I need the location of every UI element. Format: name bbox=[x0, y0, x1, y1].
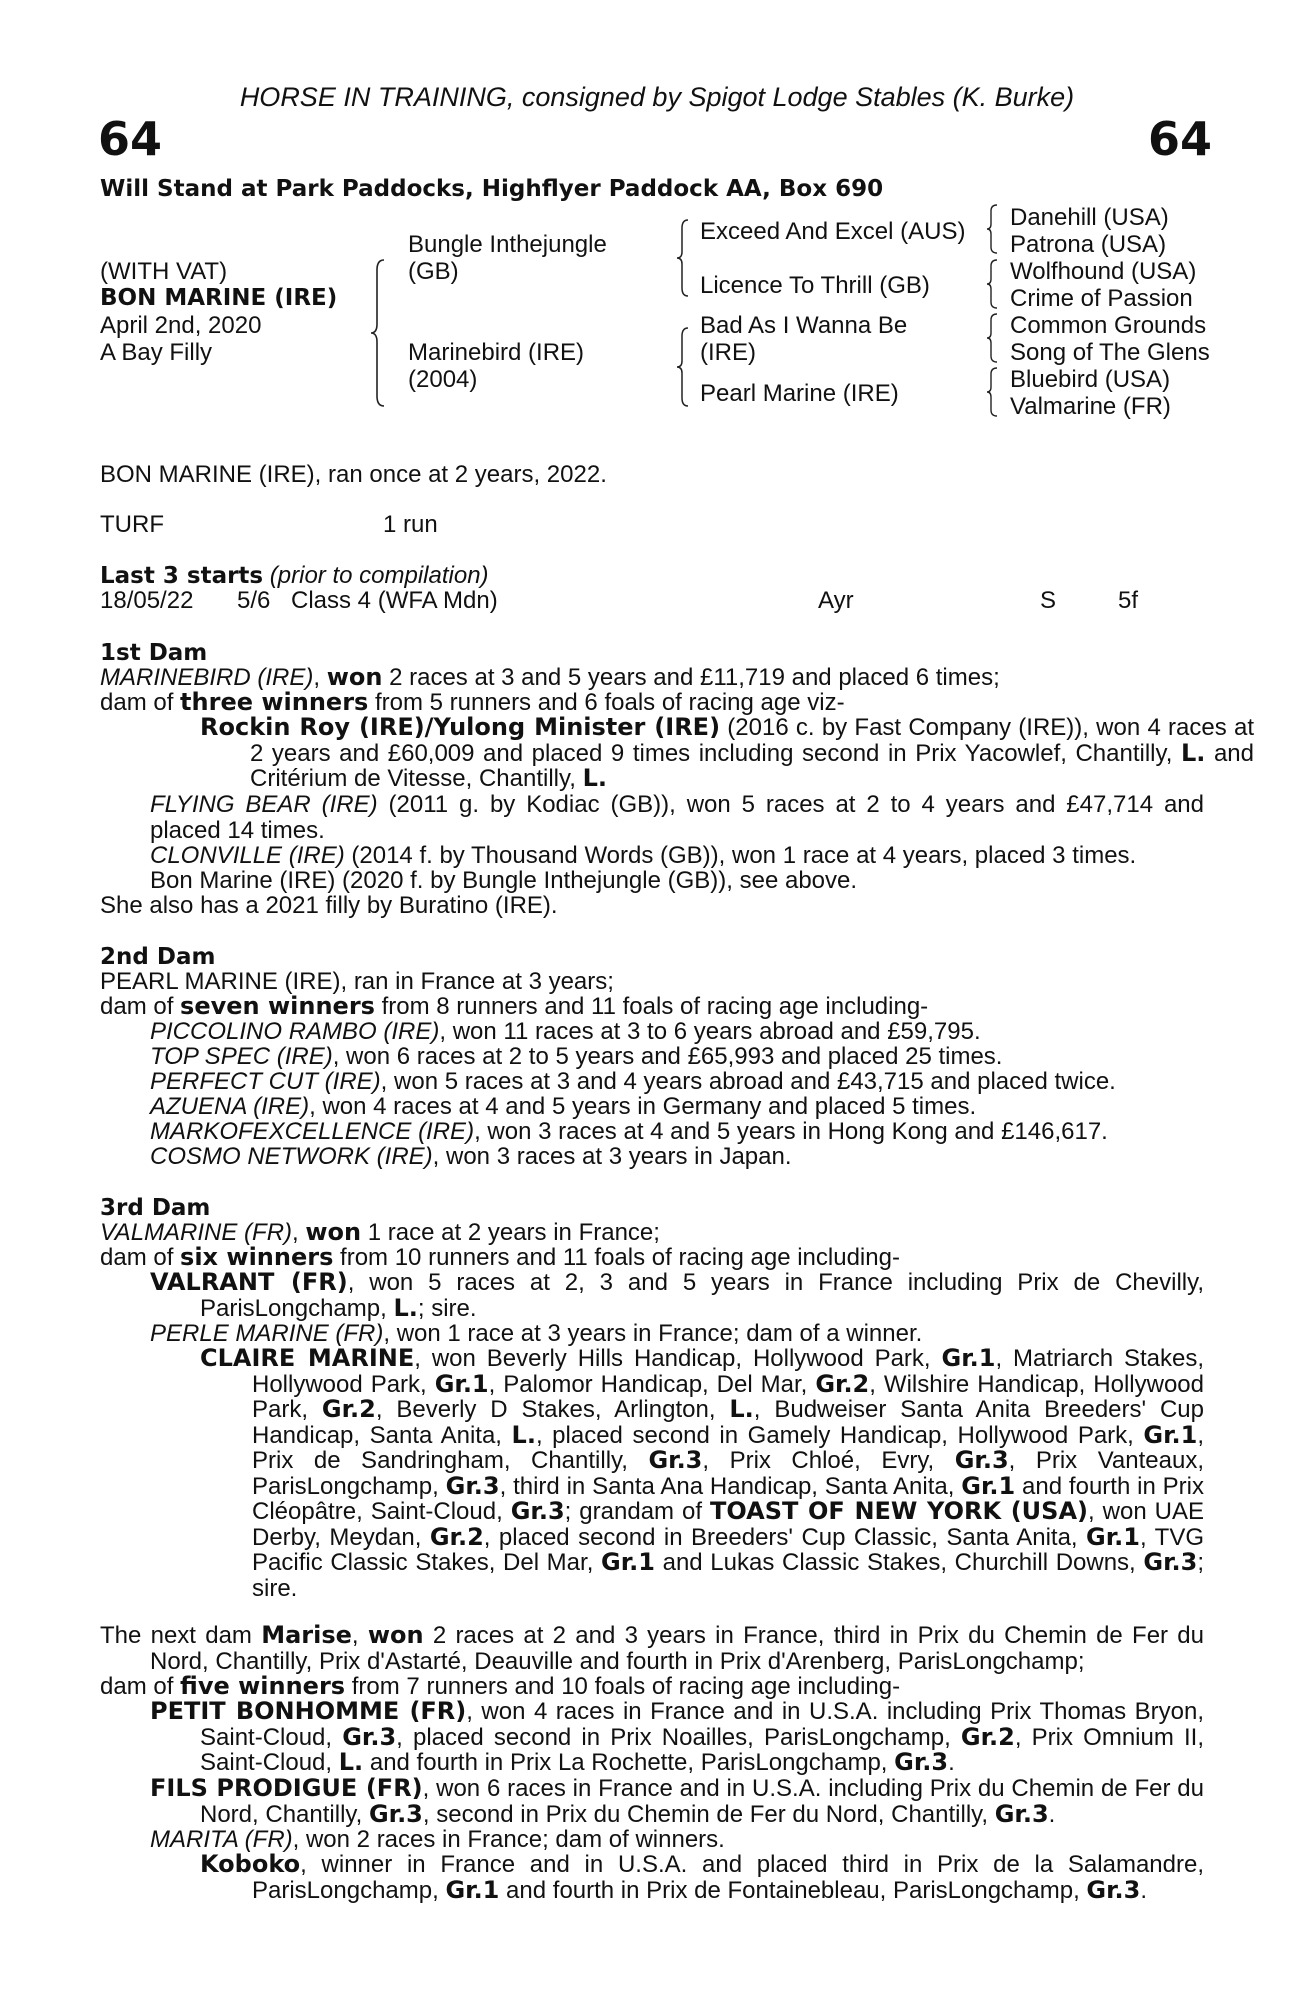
t: from 7 runners and 10 foals of racing age including- bbox=[345, 1673, 901, 1700]
progeny-name: Rockin Roy (IRE)/Yulong Minister (IRE) bbox=[200, 713, 721, 741]
t: , placed second in Gamely Handicap, Hollywood Park, bbox=[535, 1421, 1144, 1449]
grade: Gr.1 bbox=[941, 1344, 996, 1372]
t: , won 1 race at 3 years in France; dam of a winner. bbox=[383, 1320, 923, 1347]
pedigree-brace-sd bbox=[986, 258, 1000, 310]
t: and fourth in Prix La Rochette, ParisLongchamp, bbox=[363, 1749, 895, 1776]
t: (2014 f. by Thousand Words (GB)), won 1 race at 4 years, placed 3 times. bbox=[344, 842, 1137, 869]
grade: L. bbox=[729, 1395, 754, 1423]
pedigree-brace-ss bbox=[986, 203, 1000, 255]
start-distance: 5f bbox=[1118, 587, 1139, 614]
grade: Gr.1 bbox=[1086, 1522, 1140, 1551]
sep: , bbox=[313, 664, 327, 691]
horse-description: A Bay Filly bbox=[100, 339, 213, 366]
t: , Prix de Sandringham, Chantilly, bbox=[252, 1421, 1205, 1474]
progeny-name: TOAST OF NEW YORK (USA) bbox=[709, 1497, 1088, 1525]
sep: , bbox=[292, 1219, 306, 1246]
grade: Gr.3 bbox=[954, 1446, 1009, 1474]
grade: L. bbox=[393, 1293, 418, 1322]
grade: L. bbox=[1180, 738, 1206, 767]
grade: Gr.3 bbox=[1143, 1548, 1198, 1576]
ddd: Valmarine (FR) bbox=[1010, 393, 1171, 420]
progeny-line bbox=[150, 1069, 1116, 1095]
t: , won 5 races at 2, 3 and 5 years in France including Prix de Chevilly, ParisLongchamp, bbox=[200, 1269, 1204, 1322]
progeny-name: PICCOLINO RAMBO (IRE) bbox=[150, 1018, 440, 1045]
third-dam-line1 bbox=[100, 1220, 660, 1246]
sep: , bbox=[351, 1622, 368, 1649]
progeny-name: VALRANT (FR) bbox=[150, 1268, 348, 1296]
sire-sire: Exceed And Excel (AUS) bbox=[700, 218, 966, 245]
grade: Gr.3 bbox=[368, 1799, 423, 1828]
t: , Wilshire Handicap, Hollywood Park, bbox=[252, 1370, 1204, 1423]
first-dam-line2 bbox=[100, 690, 845, 716]
t: from 5 runners and 6 foals of racing age viz- bbox=[368, 689, 845, 716]
start-position: 5/6 bbox=[237, 587, 271, 614]
progeny-rockin-roy bbox=[200, 715, 1254, 792]
t: The next dam bbox=[100, 1622, 262, 1649]
t: dam of bbox=[100, 1244, 181, 1271]
dam-dam: Pearl Marine (IRE) bbox=[700, 380, 899, 407]
start-date: 18/05/22 bbox=[100, 587, 194, 614]
t: , won 3 races at 3 years in Japan. bbox=[432, 1143, 792, 1170]
dam-sire: Bad As I Wanna Be bbox=[700, 312, 908, 339]
progeny-name: PETIT BONHOMME (FR) bbox=[150, 1697, 467, 1725]
progeny-marita bbox=[150, 1827, 725, 1853]
pedigree-brace-sire bbox=[676, 218, 692, 298]
t: , third in Santa Ana Handicap, Santa Anita, bbox=[499, 1472, 962, 1500]
dam-also-has: She also has a 2021 filly by Buratino (IRE). bbox=[100, 892, 558, 919]
progeny-name: Koboko bbox=[200, 1850, 301, 1878]
pedigree-brace-main bbox=[370, 258, 390, 408]
dam-record: 2 races at 3 and 5 years and £11,719 and placed 6 times; bbox=[382, 664, 1000, 691]
dam-name: VALMARINE (FR) bbox=[100, 1219, 293, 1246]
progeny-name: FLYING BEAR (IRE) bbox=[150, 791, 378, 818]
t: , TVG Pacific Classic Stakes, Del Mar, bbox=[252, 1523, 1204, 1576]
t: (2016 c. by Fast Company (IRE)), won 4 races at 2 years and £60,009 and placed 9 times including second in Prix Yacowlef, Chantilly, bbox=[250, 714, 1254, 767]
grade: Gr.3 bbox=[342, 1722, 397, 1751]
grade: Gr.1 bbox=[601, 1548, 655, 1576]
t: , placed second in Prix Noailles, ParisLongchamp, bbox=[396, 1723, 961, 1751]
t: ; sire. bbox=[252, 1549, 1204, 1602]
t: and fourth in Prix de Fontainebleau, ParisLongchamp, bbox=[499, 1876, 1087, 1904]
grade: Gr.2 bbox=[815, 1369, 870, 1398]
t: ; grandam of bbox=[564, 1498, 710, 1525]
t: , second in Prix du Chemin de Fer du Nord, Chantilly, bbox=[422, 1800, 995, 1828]
t: dam of bbox=[100, 1673, 181, 1700]
dam-name: Marise bbox=[261, 1621, 352, 1649]
progeny-name: CLAIRE MARINE bbox=[200, 1344, 415, 1372]
record-runs: 1 run bbox=[383, 511, 438, 538]
progeny-petit-bonhomme bbox=[150, 1697, 1205, 1776]
progeny-name: FILS PRODIGUE (FR) bbox=[150, 1774, 423, 1802]
won-label: won bbox=[367, 1621, 424, 1649]
t: dam of bbox=[100, 993, 181, 1020]
t: , won 3 races at 4 and 5 years in Hong Kong and £146,617. bbox=[474, 1118, 1108, 1145]
progeny-line bbox=[150, 1119, 1108, 1145]
catalogue-header: HORSE IN TRAINING, consigned by Spigot Lodge Stables (K. Burke) bbox=[239, 82, 1075, 112]
grade: L. bbox=[582, 764, 607, 792]
t: , Prix Chloé, Evry, bbox=[702, 1447, 955, 1474]
progeny-name: MARKOFEXCELLENCE (IRE) bbox=[150, 1118, 475, 1145]
t: . bbox=[1048, 1800, 1056, 1828]
grade: Gr.1 bbox=[961, 1471, 1016, 1500]
dam-year: (2004) bbox=[408, 366, 478, 393]
t: , won 4 races at 4 and 5 years in Germany and placed 5 times. bbox=[309, 1093, 977, 1120]
progeny-name: AZUENA (IRE) bbox=[150, 1093, 310, 1120]
dsd: Song of The Glens bbox=[1010, 339, 1210, 366]
race-summary: BON MARINE (IRE), ran once at 2 years, 2022. bbox=[100, 461, 607, 488]
grade: L. bbox=[338, 1748, 364, 1776]
t: , won UAE Derby, Meydan, bbox=[252, 1498, 1204, 1551]
t: 1 race at 2 years in France; bbox=[361, 1219, 660, 1246]
t: , won 2 races in France; dam of winners. bbox=[292, 1826, 725, 1853]
t: , Prix Vanteaux, ParisLongchamp, bbox=[252, 1447, 1204, 1500]
grade: Gr.1 bbox=[1143, 1420, 1198, 1449]
sss: Danehill (USA) bbox=[1010, 204, 1169, 231]
sire-name: Bungle Inthejungle bbox=[408, 231, 607, 258]
progeny-name: TOP SPEC (IRE) bbox=[150, 1043, 333, 1070]
last-starts-heading bbox=[100, 563, 489, 590]
grade: Gr.1 bbox=[434, 1369, 489, 1398]
t: . bbox=[948, 1749, 955, 1776]
grade: Gr.3 bbox=[994, 1799, 1049, 1828]
grade: Gr.2 bbox=[960, 1722, 1015, 1751]
t: dam of bbox=[100, 689, 181, 716]
third-dam-line2 bbox=[100, 1245, 900, 1271]
progeny-clonville bbox=[150, 843, 1136, 869]
grade: Gr.1 bbox=[445, 1875, 500, 1904]
t: from 8 runners and 11 foals of racing age including- bbox=[374, 993, 929, 1020]
winners-count: seven winners bbox=[180, 992, 375, 1020]
winners-count: six winners bbox=[180, 1243, 334, 1271]
t: (2011 g. by Kodiac (GB)), won 5 races at 2 to 4 years and £47,714 and placed 14 times. bbox=[150, 791, 1205, 844]
progeny-perle-marine bbox=[150, 1321, 922, 1347]
second-dam-heading: 2nd Dam bbox=[100, 944, 216, 970]
progeny-bon-marine: Bon Marine (IRE) (2020 f. by Bungle Inthejungle (GB)), see above. bbox=[150, 867, 858, 894]
dam-sire-country: (IRE) bbox=[700, 339, 756, 366]
pedigree-brace-ds bbox=[986, 312, 1000, 364]
progeny-name: PERFECT CUT (IRE) bbox=[150, 1068, 381, 1095]
sire-country: (GB) bbox=[408, 258, 459, 285]
t: , winner in France and in U.S.A. and placed third in Prix de la Salamandre, ParisLongchamp, bbox=[252, 1851, 1204, 1904]
ssd: Patrona (USA) bbox=[1010, 231, 1167, 258]
third-dam-heading: 3rd Dam bbox=[100, 1195, 211, 1221]
first-dam-line1 bbox=[100, 665, 1000, 691]
progeny-koboko bbox=[200, 1850, 1204, 1904]
won-label: won bbox=[305, 1218, 362, 1246]
grade: Gr.2 bbox=[429, 1522, 484, 1551]
t: , Prix Omnium II, Saint-Cloud, bbox=[200, 1723, 1205, 1776]
last-starts-title: Last 3 starts bbox=[100, 563, 264, 589]
grade: L. bbox=[511, 1420, 536, 1449]
t: ; sire. bbox=[417, 1294, 477, 1322]
t: from 10 runners and 11 foals of racing age including- bbox=[333, 1244, 900, 1271]
dam-name: MARINEBIRD (IRE) bbox=[100, 664, 314, 691]
won-label: won bbox=[326, 663, 383, 691]
t: , won 5 races at 3 and 4 years abroad and £43,715 and placed twice. bbox=[380, 1068, 1116, 1095]
progeny-line bbox=[150, 1144, 792, 1170]
t: , won 6 races in France and in U.S.A. including Prix du Chemin de Fer du Nord, Chantilly, bbox=[200, 1775, 1204, 1828]
progeny-claire-marine bbox=[200, 1344, 1205, 1602]
winners-count: five winners bbox=[180, 1672, 346, 1700]
sds: Wolfhound (USA) bbox=[1010, 258, 1197, 285]
grade: Gr.3 bbox=[1086, 1875, 1141, 1904]
sdd: Crime of Passion bbox=[1010, 285, 1193, 312]
progeny-valrant bbox=[150, 1268, 1204, 1322]
progeny-line bbox=[150, 1019, 981, 1045]
second-dam-line1: PEARL MARINE (IRE), ran in France at 3 years; bbox=[100, 968, 614, 995]
lot-number-right: 64 bbox=[1148, 112, 1213, 166]
progeny-flying-bear bbox=[100, 792, 1204, 843]
first-dam-heading: 1st Dam bbox=[100, 640, 208, 666]
start-going: S bbox=[1040, 587, 1057, 614]
lot-number-left: 64 bbox=[98, 112, 163, 166]
progeny-name: COSMO NETWORK (IRE) bbox=[150, 1143, 433, 1170]
second-dam-line2 bbox=[100, 994, 928, 1020]
t: , won 6 races at 2 to 5 years and £65,993 and placed 25 times. bbox=[332, 1043, 1003, 1070]
t: , won Beverly Hills Handicap, Hollywood Park, bbox=[414, 1345, 942, 1372]
grade: Gr.3 bbox=[894, 1748, 949, 1776]
grade: Gr.3 bbox=[445, 1471, 500, 1500]
t: , Budweiser Santa Anita Breeders' Cup Handicap, Santa Anita, bbox=[252, 1396, 1205, 1449]
t: . bbox=[1140, 1876, 1148, 1904]
t: and Critérium de Vitesse, Chantilly, bbox=[250, 739, 1254, 792]
dds: Bluebird (USA) bbox=[1010, 366, 1171, 393]
t: and fourth in Prix Cléopâtre, Saint-Cloud, bbox=[252, 1472, 1204, 1525]
t: 2 races at 2 and 3 years in France, third in Prix du Chemin de Fer du Nord, Chantilly, Prix d'Astarté, Deauville and fourth in Prix d'Arenberg, ParisLongchamp; bbox=[150, 1622, 1204, 1675]
start-course: Ayr bbox=[818, 587, 854, 614]
dam-name: Marinebird (IRE) bbox=[408, 339, 585, 366]
pedigree-brace-dd bbox=[986, 366, 1000, 418]
progeny-name: PERLE MARINE (FR) bbox=[150, 1320, 384, 1347]
horse-name: BON MARINE (IRE) bbox=[100, 285, 338, 311]
progeny-name: MARITA (FR) bbox=[150, 1826, 293, 1853]
start-race: Class 4 (WFA Mdn) bbox=[291, 587, 498, 614]
t: , Matriarch Stakes, Hollywood Park, bbox=[252, 1345, 1205, 1398]
progeny-fils-prodigue bbox=[150, 1774, 1204, 1828]
t: , Palomor Handicap, Del Mar, bbox=[488, 1370, 816, 1398]
grade: Gr.2 bbox=[321, 1395, 376, 1423]
t: and Lukas Classic Stakes, Churchill Downs, bbox=[654, 1549, 1144, 1576]
t: , Beverly D Stakes, Arlington, bbox=[375, 1396, 730, 1423]
foaling-date: April 2nd, 2020 bbox=[100, 312, 262, 339]
stand-location: Will Stand at Park Paddocks, Highflyer Paddock AA, Box 690 bbox=[100, 176, 884, 202]
sire-dam: Licence To Thrill (GB) bbox=[700, 272, 930, 299]
progeny-name: CLONVILLE (IRE) bbox=[150, 842, 345, 869]
vat-note: (WITH VAT) bbox=[100, 258, 228, 285]
t: , won 4 races in France and in U.S.A. including Prix Thomas Bryon, Saint-Cloud, bbox=[200, 1698, 1205, 1751]
next-dam-line bbox=[100, 1621, 1204, 1675]
grade: Gr.3 bbox=[648, 1446, 703, 1474]
t: , won 11 races at 3 to 6 years abroad and £59,795. bbox=[439, 1018, 981, 1045]
next-dam-line2 bbox=[100, 1674, 900, 1700]
winners-count: three winners bbox=[180, 688, 369, 716]
progeny-line bbox=[150, 1044, 1002, 1070]
progeny-line bbox=[150, 1094, 976, 1120]
t: , placed second in Breeders' Cup Classic, Santa Anita, bbox=[483, 1523, 1087, 1551]
dss: Common Grounds bbox=[1010, 312, 1207, 339]
last-starts-note: (prior to compilation) bbox=[269, 562, 489, 589]
grade: Gr.3 bbox=[510, 1497, 565, 1525]
record-surface: TURF bbox=[100, 511, 164, 538]
pedigree-brace-dam bbox=[676, 326, 692, 408]
